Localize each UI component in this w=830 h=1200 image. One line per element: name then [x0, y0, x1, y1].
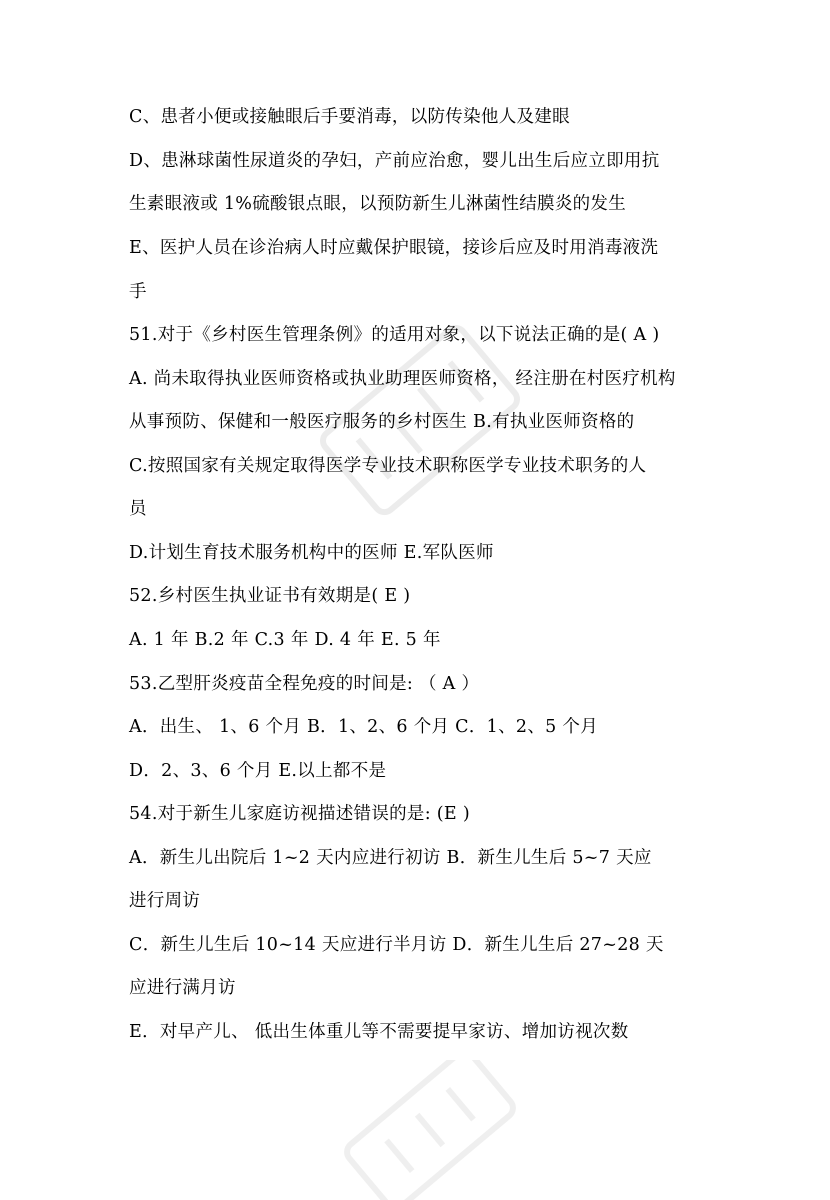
- question-52: 52.乡村医生执业证书有效期是( E ): [129, 586, 411, 606]
- text-line: D．2、3、6 个月 E.以上都不是: [129, 761, 387, 781]
- question-51: 51.对于《乡村医生管理条例》的适用对象，以下说法正确的是( A ): [129, 325, 660, 345]
- text-line: 员: [129, 499, 147, 519]
- text-line: D.计划生育技术服务机构中的医师 E.军队医师: [129, 543, 494, 563]
- text-line: 应进行满月访: [129, 978, 236, 998]
- text-line: C．新生儿生后 10~14 天应进行半月访 D．新生儿生后 27~28 天: [129, 935, 664, 955]
- question-53: 53.乙型肝炎疫苗全程免疫的时间是: （ A ）: [129, 674, 480, 694]
- question-54: 54.对于新生儿家庭访视描述错误的是: (E ): [129, 804, 470, 824]
- text-line: 从事预防、保健和一般医疗服务的乡村医生 B.有执业医师资格的: [129, 412, 635, 432]
- text-line: 生素眼液或 1%硫酸银点眼，以预防新生儿淋菌性结膜炎的发生: [129, 194, 627, 214]
- text-line: 进行周访: [129, 891, 201, 911]
- text-line: E、医护人员在诊治病人时应戴保护眼镜，接诊后应及时用消毒液洗: [129, 238, 659, 258]
- text-line: A．出生、 1、6 个月 B．1、2、6 个月 C．1、2、5 个月: [129, 717, 599, 737]
- watermark-icon: [330, 1060, 530, 1200]
- text-line: A. 尚未取得执业医师资格或执业助理医师资格， 经注册在村医疗机构: [129, 369, 676, 389]
- text-line: A. 1 年 B.2 年 C.3 年 D. 4 年 E. 5 年: [129, 630, 441, 650]
- text-line: C、患者小便或接触眼后手要消毒，以防传染他人及建眼: [129, 107, 570, 127]
- text-line: A．新生儿出院后 1~2 天内应进行初访 B．新生儿生后 5~7 天应: [129, 848, 652, 868]
- text-line: E．对早产儿、 低出生体重儿等不需要提早家访、增加访视次数: [129, 1022, 629, 1042]
- text-line: D、患淋球菌性尿道炎的孕妇，产前应治愈，婴儿出生后应立即用抗: [129, 151, 660, 171]
- text-line: C.按照国家有关规定取得医学专业技术职称医学专业技术职务的人: [129, 456, 647, 476]
- text-line: 手: [129, 282, 147, 302]
